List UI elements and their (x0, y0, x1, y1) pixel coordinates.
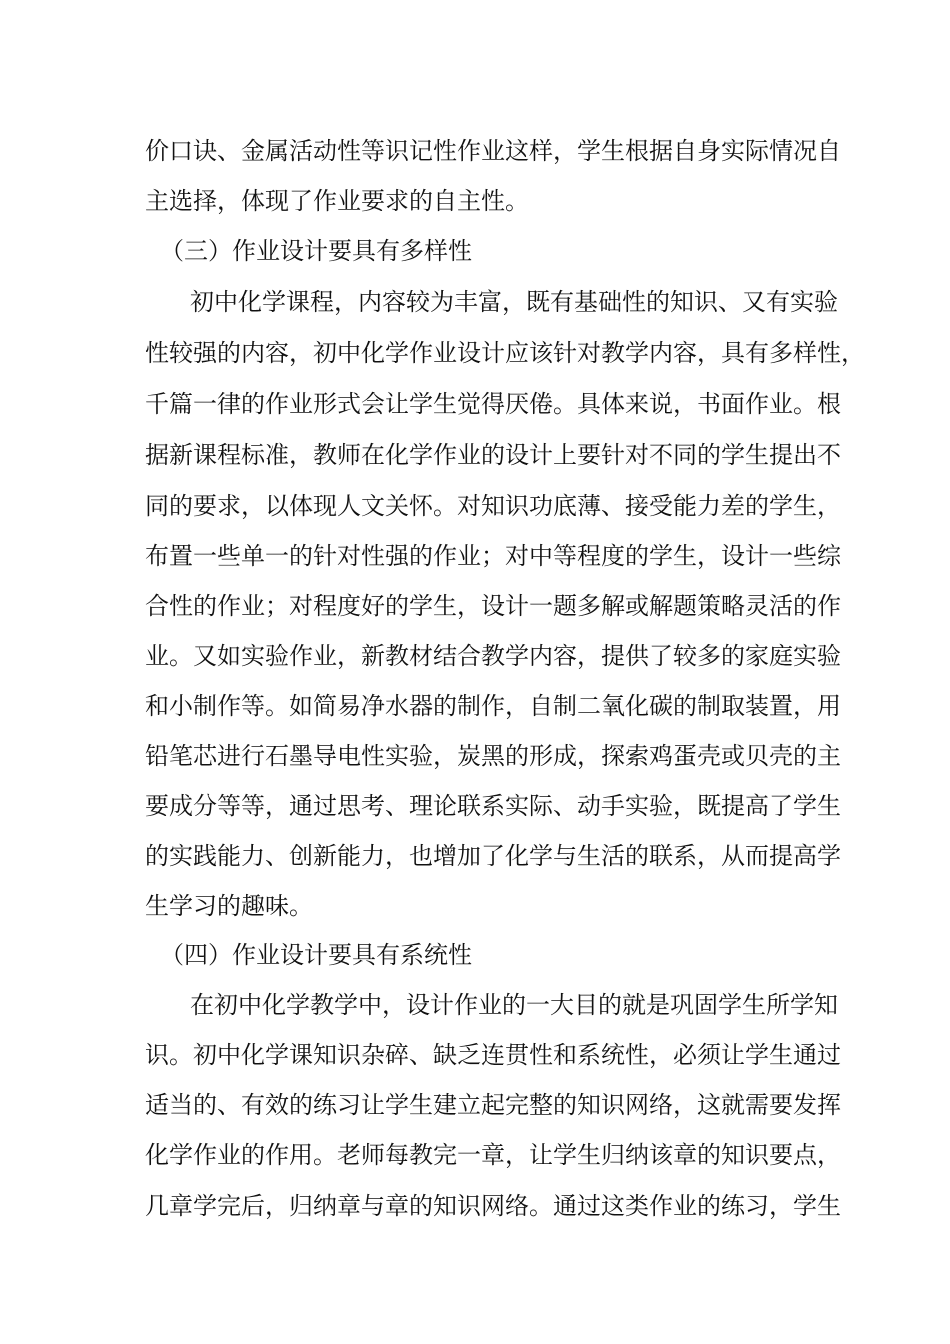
text-line: 在初中化学教学中，设计作业的一大目的就是巩固学生所学知 (190, 991, 838, 1019)
text-line: 的实践能力、创新能力，也增加了化学与生活的联系，从而提高学 (145, 842, 841, 870)
text-line: 千篇一律的作业形式会让学生觉得厌倦。具体来说，书面作业。根 (145, 390, 841, 418)
text-line: 要成分等等，通过思考、理论联系实际、动手实验，既提高了学生 (145, 792, 841, 820)
text-line: 铅笔芯进行石墨导电性实验，炭黑的形成，探索鸡蛋壳或贝壳的主 (145, 742, 841, 770)
text-line: 业。又如实验作业，新教材结合教学内容，提供了较多的家庭实验 (145, 642, 841, 670)
text-line: 初中化学课程，内容较为丰富，既有基础性的知识、又有实验 (190, 288, 838, 316)
text-line: 识。初中化学课知识杂碎、缺乏连贯性和系统性，必须让学生通过 (145, 1041, 841, 1069)
text-line: 适当的、有效的练习让学生建立起完整的知识网络，这就需要发挥 (145, 1091, 841, 1119)
text-line: 价口诀、金属活动性等识记性作业这样，学生根据自身实际情况自 (145, 137, 841, 165)
text-line: 据新课程标准，教师在化学作业的设计上要针对不同的学生提出不 (145, 441, 841, 469)
text-line: 合性的作业；对程度好的学生，设计一题多解或解题策略灵活的作 (145, 592, 841, 620)
text-line: 生学习的趣味。 (145, 892, 313, 920)
text-line: 和小制作等。如简易净水器的制作，自制二氧化碳的制取装置，用 (145, 692, 841, 720)
text-line: 布置一些单一的针对性强的作业；对中等程度的学生，设计一些综 (145, 542, 841, 570)
text-line: 主选择，体现了作业要求的自主性。 (145, 187, 529, 215)
text-line: 同的要求，以体现人文关怀。对知识功底薄、接受能力差的学生， (145, 492, 841, 520)
text-line: 化学作业的作用。老师每教完一章，让学生归纳该章的知识要点， (145, 1141, 841, 1169)
section-heading: （三）作业设计要具有多样性 (160, 237, 472, 265)
text-line: 几章学完后，归纳章与章的知识网络。通过这类作业的练习，学生 (145, 1192, 841, 1220)
text-line: 性较强的内容，初中化学作业设计应该针对教学内容，具有多样性， (145, 339, 865, 367)
section-heading: （四）作业设计要具有系统性 (160, 941, 472, 969)
